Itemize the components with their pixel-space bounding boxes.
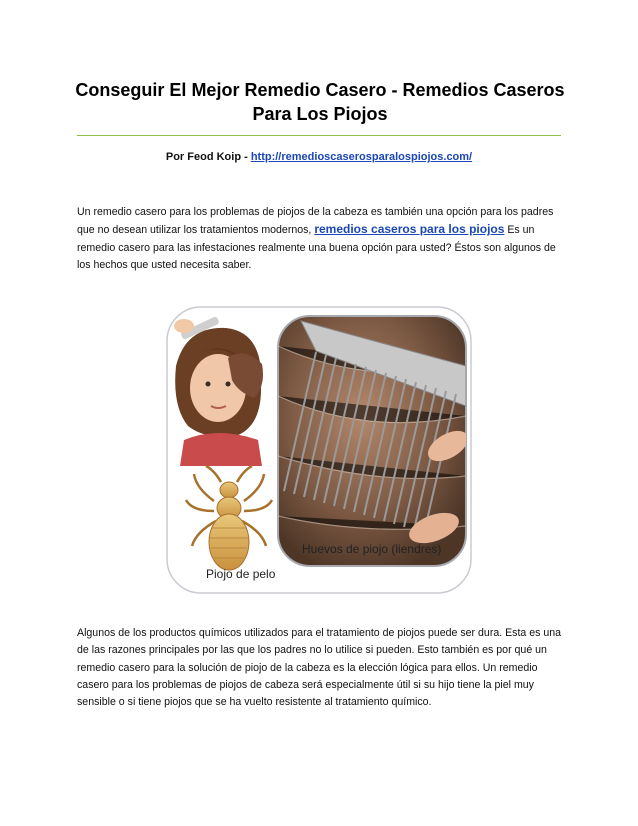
- nits-label: Huevos de piojo (liendres): [302, 542, 442, 556]
- intro-text-end: Es un remedio casero para las infestaciones realmente una buena opción para usted? Éstos son algunos de los hechos que usted necesita saber.: [77, 224, 556, 271]
- byline: [0, 151, 638, 163]
- louse-label: Piojo de pelo: [206, 567, 276, 581]
- intro-text-start: Un remedio casero para los problemas de piojos de la cabeza es también una opción para los padres que no desean utilizar los tratamientos modernos,: [77, 206, 554, 237]
- intro-paragraph: [77, 204, 567, 274]
- second-paragraph: Algunos de los productos químicos utilizados para el tratamiento de piojos puede ser dura. Esta es una de las razones principales por las que los padres no lo utilice si pueden. Esto también es por qué un remedio casero para la solución de piojo de la cabeza es la elección lógica para ellos. Un remedio casero para los problemas de piojos de cabeza será especialmente útil si su hijo tiene la piel muy sensible o si tiene piojos que se ha vuelto resistente al tratamiento químico.: [77, 627, 562, 709]
- document-title: Conseguir El Mejor Remedio Casero - Remedios Caseros Para Los Piojos: [75, 80, 565, 124]
- lice-illustration-svg: [166, 306, 472, 594]
- byline-prefix: Por Feod Koip -: [165, 151, 251, 163]
- byline-link[interactable]: http://remedioscaserosparalospiojos.com/: [250, 151, 473, 163]
- remedies-link[interactable]: remedios caseros para los piojos: [314, 222, 505, 237]
- lice-illustration: [166, 306, 472, 594]
- hair-comb-closeup: [278, 316, 472, 566]
- title-divider: [77, 135, 561, 136]
